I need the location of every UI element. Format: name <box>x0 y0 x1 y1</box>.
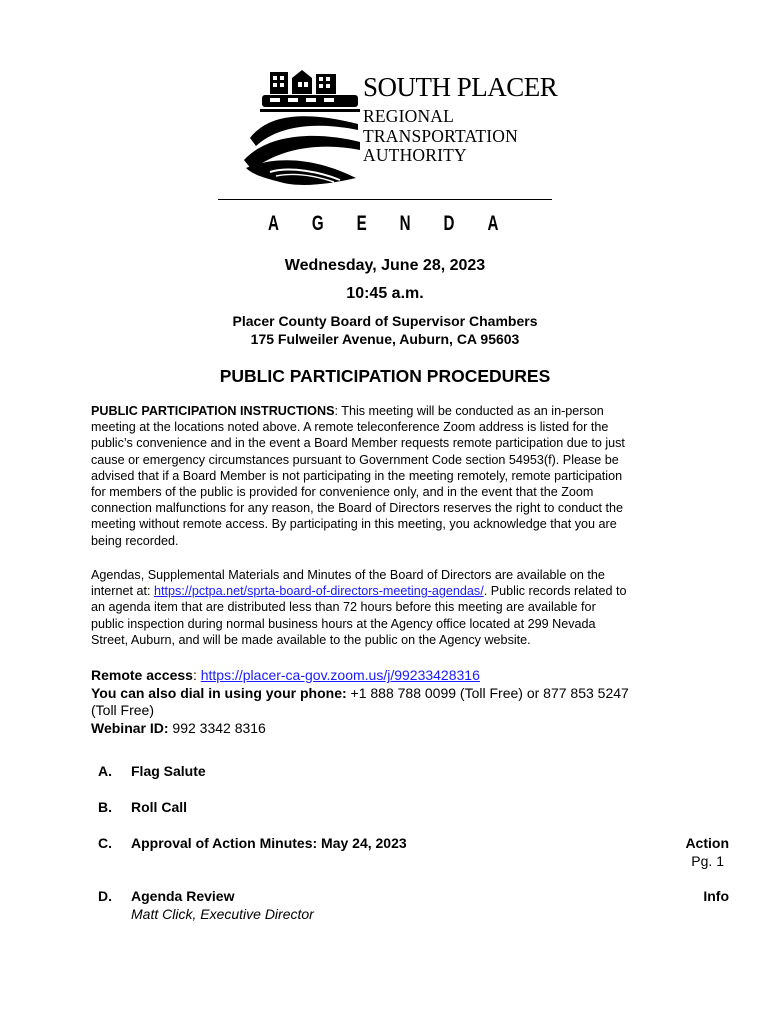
remote-access-label: Remote access <box>91 667 193 683</box>
materials-text: Street, Auburn, and will be made available to the public on the Agency website. <box>91 632 531 647</box>
item-letter: C. <box>98 835 112 851</box>
agenda-letter: A <box>487 212 499 235</box>
item-title: Approval of Action Minutes: May 24, 2023 <box>131 835 407 851</box>
item-title: Agenda Review <box>131 888 235 904</box>
meeting-address: 175 Fulweiler Avenue, Auburn, CA 95603 <box>250 331 520 347</box>
item-presenter: Matt Click, Executive Director <box>131 906 314 922</box>
remote-access-block <box>91 667 691 737</box>
materials-text: internet at: <box>91 584 155 599</box>
instructions-text: meeting at the locations noted above. A remote teleconference Zoom address is listed for the <box>91 420 609 435</box>
logo-title: SOUTH PLACER <box>363 72 558 102</box>
materials-text: Agendas, Supplemental Materials and Minutes of the Board of Directors are available on the <box>91 568 605 582</box>
logo-emblem-icon <box>240 68 362 198</box>
agenda-title <box>268 212 498 236</box>
materials-paragraph <box>91 567 691 648</box>
instructions-label: PUBLIC PARTICIPATION INSTRUCTIONS <box>91 404 335 418</box>
agenda-letter: N <box>399 212 411 235</box>
procedures-heading: PUBLIC PARTICIPATION PROCEDURES <box>219 366 551 386</box>
instructions-text: : This meeting will be conducted as an in-person <box>334 404 604 418</box>
item-letter: D. <box>98 888 112 904</box>
zoom-link[interactable]: https://placer-ca-gov.zoom.us/j/99233428316 <box>200 667 480 683</box>
instructions-text: connection malfunctions for any reason, the Board of Directors reserves the right to conduct the <box>91 501 624 516</box>
phone-label: You can also dial in using your phone: <box>91 684 347 701</box>
remote-access-separator: : <box>192 667 201 683</box>
item-type: Action <box>685 835 729 851</box>
item-title: Roll Call <box>131 799 188 815</box>
sprta-logo <box>240 68 558 198</box>
item-type: Info <box>703 888 729 904</box>
materials-text: an agenda item that are distributed less than 72 hours before this meeting are available for <box>91 600 596 615</box>
logo-subtitle-3: AUTHORITY <box>363 145 467 165</box>
meeting-location: Placer County Board of Supervisor Chambers <box>232 313 538 329</box>
instructions-text: for members of the public is provided for convenience only, and in the event that the Zoom <box>91 485 594 500</box>
agenda-letter: E <box>356 212 367 235</box>
instructions-text: meeting without remote access. By participating in this meeting, you acknowledge that you are <box>91 517 617 532</box>
meeting-time: 10:45 a.m. <box>346 285 424 302</box>
instructions-paragraph <box>91 403 691 549</box>
instructions-text: being recorded. <box>91 533 179 548</box>
webinar-label: Webinar ID: <box>91 719 169 736</box>
instructions-text: public’s convenience and in the event a Board Member requests remote participation due to just <box>91 436 625 451</box>
item-letter: B. <box>98 799 112 815</box>
phone-numbers: +1 888 788 0099 (Toll Free) or 877 853 5247 <box>346 684 629 701</box>
agenda-letter: D <box>443 212 455 235</box>
agenda-letter: A <box>268 212 279 235</box>
item-title: Flag Salute <box>131 763 206 779</box>
header-divider <box>218 199 552 200</box>
materials-text: public inspection during normal business hours at the Agency office located at 299 Nevada <box>91 616 596 631</box>
agenda-letter: G <box>311 212 324 235</box>
instructions-text: advised that if a Board Member is not participating in the meeting remotely, remote participation <box>91 468 623 483</box>
logo-subtitle-2: TRANSPORTATION <box>363 126 518 146</box>
item-page: Pg. 1 <box>691 853 724 869</box>
logo-subtitle-1: REGIONAL <box>363 106 455 126</box>
agendas-link[interactable]: https://pctpa.net/sprta-board-of-directors-meeting-agendas/ <box>154 584 484 599</box>
materials-text: . Public records related to <box>483 584 627 599</box>
phone-numbers-cont: (Toll Free) <box>91 702 155 718</box>
webinar-id: 992 3342 8316 <box>168 719 266 736</box>
meeting-date: Wednesday, June 28, 2023 <box>284 257 486 274</box>
item-letter: A. <box>98 763 112 779</box>
instructions-text: cause or emergency circumstances pursuant to Government Code section 54953(f). Please be <box>91 452 619 467</box>
